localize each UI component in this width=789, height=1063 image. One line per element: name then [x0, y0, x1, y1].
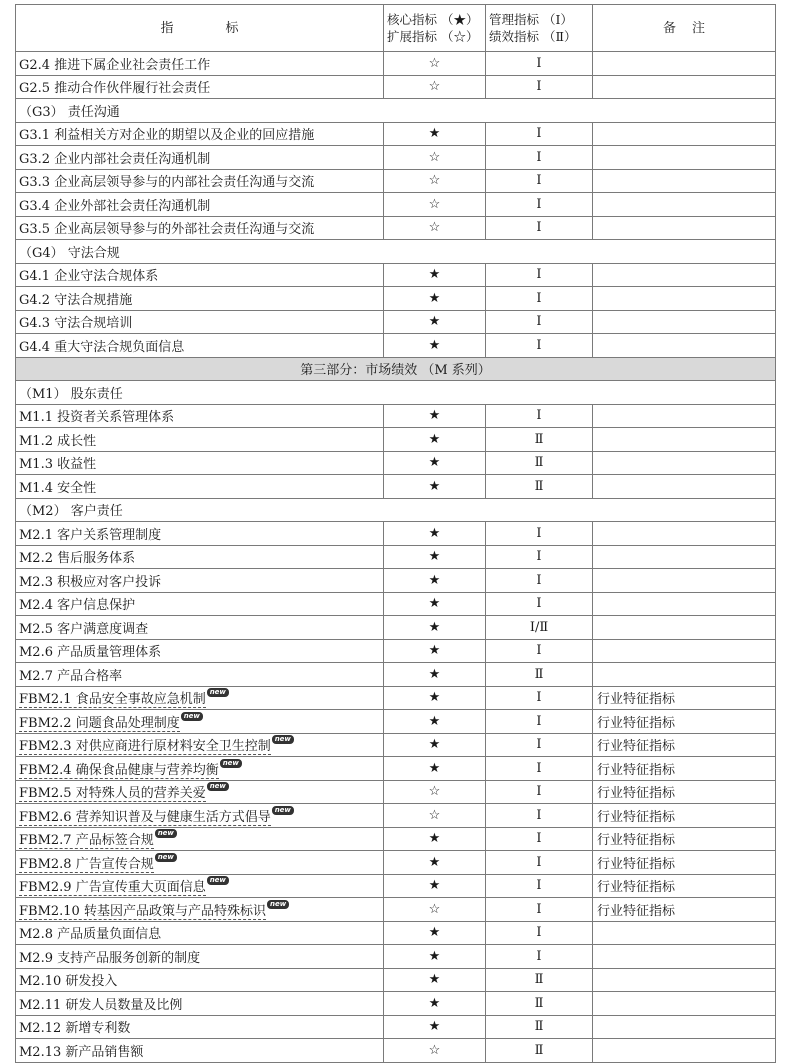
indicator-name-cell [16, 686, 384, 710]
note-cell [593, 522, 776, 546]
indicator-type: Ⅰ [486, 898, 593, 922]
indicator-name: M1.2 成长性 [19, 433, 97, 449]
note-cell [593, 545, 776, 569]
core-mark: ★ [384, 851, 486, 875]
table-row [16, 968, 776, 992]
indicator-name-cell [16, 428, 384, 452]
note-cell [593, 169, 776, 193]
new-badge-icon: new [207, 688, 229, 697]
indicator-name[interactable]: FBM2.5 对特殊人员的营养关爱 [19, 786, 206, 802]
indicator-name-cell [16, 710, 384, 734]
indicator-name-cell [16, 851, 384, 875]
indicator-name-cell [16, 874, 384, 898]
indicator-name: M2.10 研发投入 [19, 974, 118, 990]
note-cell [593, 334, 776, 358]
indicator-type: Ⅰ/Ⅱ [486, 616, 593, 640]
indicator-type: Ⅰ [486, 522, 593, 546]
note-cell [593, 475, 776, 499]
table-row [16, 780, 776, 804]
table-header-row [16, 5, 776, 52]
indicator-type: Ⅰ [486, 827, 593, 851]
indicator-name: G4.2 守法合规措施 [19, 292, 133, 308]
group-heading-row [16, 99, 776, 123]
header-core-extended [384, 5, 486, 52]
table-row [16, 122, 776, 146]
indicator-type: Ⅰ [486, 545, 593, 569]
indicator-name: M2.7 产品合格率 [19, 668, 123, 684]
table-row [16, 169, 776, 193]
indicator-type: Ⅰ [486, 569, 593, 593]
indicator-type: Ⅰ [486, 851, 593, 875]
table-row [16, 592, 776, 616]
indicator-name-cell [16, 921, 384, 945]
indicator-table [15, 4, 776, 1063]
indicator-name-cell [16, 522, 384, 546]
core-mark: ☆ [384, 898, 486, 922]
core-mark: ★ [384, 122, 486, 146]
note-cell: 行业特征指标 [593, 804, 776, 828]
note-cell [593, 216, 776, 240]
indicator-type: Ⅰ [486, 733, 593, 757]
indicator-name: G3.4 企业外部社会责任沟通机制 [19, 198, 211, 214]
indicator-name: G2.5 推动合作伙伴履行社会责任 [19, 81, 211, 97]
indicator-type: Ⅱ [486, 992, 593, 1016]
note-cell: 行业特征指标 [593, 733, 776, 757]
indicator-name-cell [16, 757, 384, 781]
indicator-name[interactable]: FBM2.2 问题食品处理制度 [19, 715, 180, 731]
group-heading-row [16, 381, 776, 405]
table-row [16, 827, 776, 851]
core-mark: ☆ [384, 169, 486, 193]
indicator-type: Ⅱ [486, 428, 593, 452]
table-row [16, 404, 776, 428]
indicator-type: Ⅰ [486, 146, 593, 170]
indicator-name: M2.12 新增专利数 [19, 1021, 131, 1037]
new-badge-icon: new [155, 829, 177, 838]
table-row [16, 898, 776, 922]
note-cell [593, 428, 776, 452]
indicator-type: Ⅰ [486, 404, 593, 428]
core-mark: ★ [384, 287, 486, 311]
indicator-type: Ⅰ [486, 193, 593, 217]
indicator-name-cell [16, 451, 384, 475]
indicator-name: M1.3 收益性 [19, 457, 97, 473]
indicator-type: Ⅰ [486, 287, 593, 311]
indicator-name: M2.13 新产品销售额 [19, 1044, 144, 1060]
note-cell [593, 1039, 776, 1063]
core-mark: ★ [384, 710, 486, 734]
note-cell: 行业特征指标 [593, 827, 776, 851]
note-cell: 行业特征指标 [593, 780, 776, 804]
core-mark: ☆ [384, 216, 486, 240]
core-mark: ★ [384, 992, 486, 1016]
indicator-name-cell [16, 898, 384, 922]
table-row [16, 287, 776, 311]
note-cell [593, 146, 776, 170]
core-mark: ★ [384, 545, 486, 569]
indicator-type: Ⅱ [486, 1039, 593, 1063]
core-mark: ★ [384, 921, 486, 945]
new-badge-icon: new [272, 806, 294, 815]
table-row [16, 733, 776, 757]
group-heading: （M1） 股东责任 [16, 381, 776, 405]
indicator-name: G4.3 守法合规培训 [19, 316, 133, 332]
indicator-name[interactable]: FBM2.3 对供应商进行原材料安全卫生控制 [19, 739, 271, 755]
core-mark: ★ [384, 263, 486, 287]
core-mark: ★ [384, 686, 486, 710]
table-row [16, 945, 776, 969]
note-cell: 行业特征指标 [593, 874, 776, 898]
table-row [16, 804, 776, 828]
table-row [16, 545, 776, 569]
indicator-name-cell [16, 404, 384, 428]
note-cell: 行业特征指标 [593, 757, 776, 781]
indicator-type: Ⅱ [486, 475, 593, 499]
note-cell: 行业特征指标 [593, 686, 776, 710]
core-mark: ★ [384, 475, 486, 499]
indicator-name-cell [16, 616, 384, 640]
core-mark: ★ [384, 733, 486, 757]
core-mark: ★ [384, 663, 486, 687]
indicator-name: M2.11 研发人员数量及比例 [19, 997, 183, 1013]
indicator-name: M1.1 投资者关系管理体系 [19, 410, 175, 426]
indicator-type: Ⅰ [486, 945, 593, 969]
indicator-type: Ⅰ [486, 263, 593, 287]
note-cell [593, 1015, 776, 1039]
indicator-name-cell [16, 169, 384, 193]
note-cell [593, 451, 776, 475]
table-row [16, 921, 776, 945]
note-cell: 行业特征指标 [593, 710, 776, 734]
core-mark: ★ [384, 757, 486, 781]
note-cell [593, 616, 776, 640]
note-cell [593, 193, 776, 217]
indicator-name-cell [16, 334, 384, 358]
table-body [16, 52, 776, 1063]
note-cell [593, 263, 776, 287]
indicator-type: Ⅱ [486, 1015, 593, 1039]
table-row [16, 851, 776, 875]
new-badge-icon: new [181, 712, 203, 721]
core-mark: ★ [384, 827, 486, 851]
indicator-name: M2.3 积极应对客户投诉 [19, 574, 162, 590]
indicator-type: Ⅰ [486, 757, 593, 781]
table-row [16, 475, 776, 499]
indicator-name[interactable]: FBM2.8 广告宣传合规 [19, 856, 154, 872]
indicator-type: Ⅱ [486, 451, 593, 475]
table-row [16, 75, 776, 99]
new-badge-icon: new [220, 759, 242, 768]
core-mark: ★ [384, 639, 486, 663]
indicator-type: Ⅰ [486, 122, 593, 146]
indicator-name: M2.6 产品质量管理体系 [19, 645, 162, 661]
core-mark: ★ [384, 404, 486, 428]
header-management-label: 管理指标 （Ⅰ） [489, 12, 573, 27]
indicator-name: M2.4 客户信息保护 [19, 598, 136, 614]
core-mark: ☆ [384, 146, 486, 170]
table-row [16, 263, 776, 287]
header-extended-label: 扩展指标 （☆） [387, 29, 479, 44]
group-heading: （G4） 守法合规 [16, 240, 776, 264]
new-badge-icon: new [272, 735, 294, 744]
indicator-type: Ⅰ [486, 216, 593, 240]
indicator-name-cell [16, 75, 384, 99]
table-row [16, 52, 776, 76]
indicator-name-cell [16, 780, 384, 804]
indicator-type: Ⅱ [486, 663, 593, 687]
indicator-type: Ⅰ [486, 169, 593, 193]
note-cell: 行业特征指标 [593, 851, 776, 875]
indicator-name: G3.3 企业高层领导参与的内部社会责任沟通与交流 [19, 175, 315, 191]
indicator-name: M1.4 安全性 [19, 480, 97, 496]
table-row [16, 757, 776, 781]
indicator-type: Ⅰ [486, 804, 593, 828]
header-indicator: 指 标 [16, 5, 384, 52]
indicator-type: Ⅰ [486, 710, 593, 734]
core-mark: ★ [384, 310, 486, 334]
indicator-name-cell [16, 216, 384, 240]
note-cell [593, 52, 776, 76]
indicator-name-cell [16, 639, 384, 663]
indicator-type: Ⅰ [486, 310, 593, 334]
core-mark: ★ [384, 522, 486, 546]
header-management-performance [486, 5, 593, 52]
indicator-name-cell [16, 569, 384, 593]
table-row [16, 146, 776, 170]
table-row [16, 428, 776, 452]
core-mark: ☆ [384, 1039, 486, 1063]
group-heading: （M2） 客户责任 [16, 498, 776, 522]
section-part-title: 第三部分：市场绩效 （M 系列） [16, 357, 776, 381]
note-cell [593, 75, 776, 99]
core-mark: ★ [384, 616, 486, 640]
core-mark: ☆ [384, 780, 486, 804]
table-row [16, 710, 776, 734]
indicator-type: Ⅰ [486, 75, 593, 99]
table-row [16, 1015, 776, 1039]
table-row [16, 874, 776, 898]
indicator-name-cell [16, 1039, 384, 1063]
indicator-name: G4.1 企业守法合规体系 [19, 269, 159, 285]
table-row [16, 663, 776, 687]
indicator-type: Ⅰ [486, 334, 593, 358]
core-mark: ★ [384, 592, 486, 616]
note-cell: 行业特征指标 [593, 898, 776, 922]
note-cell [593, 569, 776, 593]
indicator-name-cell [16, 1015, 384, 1039]
table-row [16, 616, 776, 640]
note-cell [593, 639, 776, 663]
indicator-type: Ⅰ [486, 686, 593, 710]
core-mark: ★ [384, 428, 486, 452]
indicator-name-cell [16, 733, 384, 757]
table-row [16, 310, 776, 334]
indicator-name-cell [16, 122, 384, 146]
table-row [16, 522, 776, 546]
table-row [16, 686, 776, 710]
indicator-type: Ⅰ [486, 780, 593, 804]
indicator-name-cell [16, 992, 384, 1016]
core-mark: ★ [384, 874, 486, 898]
indicator-name: G3.1 利益相关方对企业的期望以及企业的回应措施 [19, 128, 315, 144]
indicator-type: Ⅰ [486, 592, 593, 616]
note-cell [593, 310, 776, 334]
table-row [16, 569, 776, 593]
note-cell [593, 992, 776, 1016]
indicator-name: G3.2 企业内部社会责任沟通机制 [19, 151, 211, 167]
table-row [16, 216, 776, 240]
indicator-name: M2.5 客户满意度调查 [19, 621, 149, 637]
indicator-name: M2.1 客户关系管理制度 [19, 527, 162, 543]
indicator-name-cell [16, 945, 384, 969]
core-mark: ★ [384, 1015, 486, 1039]
core-mark: ☆ [384, 52, 486, 76]
group-heading: （G3） 责任沟通 [16, 99, 776, 123]
indicator-name-cell [16, 263, 384, 287]
new-badge-icon: new [207, 876, 229, 885]
table-row [16, 193, 776, 217]
note-cell [593, 592, 776, 616]
section-part-row [16, 357, 776, 381]
new-badge-icon: new [207, 782, 229, 791]
core-mark: ★ [384, 334, 486, 358]
group-heading-row [16, 498, 776, 522]
indicator-name: M2.2 售后服务体系 [19, 551, 136, 567]
indicator-name[interactable]: FBM2.10 转基因产品政策与产品特殊标识 [19, 903, 266, 919]
indicator-name[interactable]: FBM2.9 广告宣传重大页面信息 [19, 880, 206, 896]
indicator-name-cell [16, 475, 384, 499]
table-row [16, 1039, 776, 1063]
indicator-name: G3.5 企业高层领导参与的外部社会责任沟通与交流 [19, 222, 315, 238]
indicator-name-cell [16, 592, 384, 616]
note-cell [593, 968, 776, 992]
indicator-name[interactable]: FBM2.7 产品标签合规 [19, 833, 154, 849]
indicator-name: M2.9 支持产品服务创新的制度 [19, 950, 201, 966]
note-cell [593, 287, 776, 311]
note-cell [593, 921, 776, 945]
core-mark: ☆ [384, 804, 486, 828]
indicator-name-cell [16, 968, 384, 992]
group-heading-row [16, 240, 776, 264]
indicator-name-cell [16, 310, 384, 334]
core-mark: ★ [384, 569, 486, 593]
indicator-name: G2.4 推进下属企业社会责任工作 [19, 57, 211, 73]
indicator-name-cell [16, 287, 384, 311]
header-performance-label: 绩效指标 （Ⅱ） [489, 29, 577, 44]
indicator-name-cell [16, 545, 384, 569]
indicator-name-cell [16, 146, 384, 170]
indicator-name-cell [16, 663, 384, 687]
indicator-type: Ⅰ [486, 921, 593, 945]
table-row [16, 334, 776, 358]
note-cell [593, 404, 776, 428]
new-badge-icon: new [155, 853, 177, 862]
core-mark: ★ [384, 451, 486, 475]
indicator-name-cell [16, 827, 384, 851]
core-mark: ★ [384, 968, 486, 992]
indicator-name-cell [16, 804, 384, 828]
table-row [16, 992, 776, 1016]
indicator-name-cell [16, 52, 384, 76]
core-mark: ☆ [384, 75, 486, 99]
header-notes: 备 注 [593, 5, 776, 52]
indicator-name: G4.4 重大守法合规负面信息 [19, 339, 185, 355]
indicator-name[interactable]: FBM2.6 营养知识普及与健康生活方式倡导 [19, 809, 271, 825]
indicator-type: Ⅰ [486, 52, 593, 76]
note-cell [593, 945, 776, 969]
indicator-name[interactable]: FBM2.1 食品安全事故应急机制 [19, 692, 206, 708]
header-core-label: 核心指标 （★） [387, 12, 479, 27]
new-badge-icon: new [267, 900, 289, 909]
note-cell [593, 663, 776, 687]
indicator-name[interactable]: FBM2.4 确保食品健康与营养均衡 [19, 762, 219, 778]
table-row [16, 451, 776, 475]
indicator-name: M2.8 产品质量负面信息 [19, 927, 162, 943]
indicator-type: Ⅰ [486, 874, 593, 898]
indicator-type: Ⅱ [486, 968, 593, 992]
core-mark: ☆ [384, 193, 486, 217]
note-cell [593, 122, 776, 146]
table-row [16, 639, 776, 663]
indicator-name-cell [16, 193, 384, 217]
indicator-type: Ⅰ [486, 639, 593, 663]
core-mark: ★ [384, 945, 486, 969]
